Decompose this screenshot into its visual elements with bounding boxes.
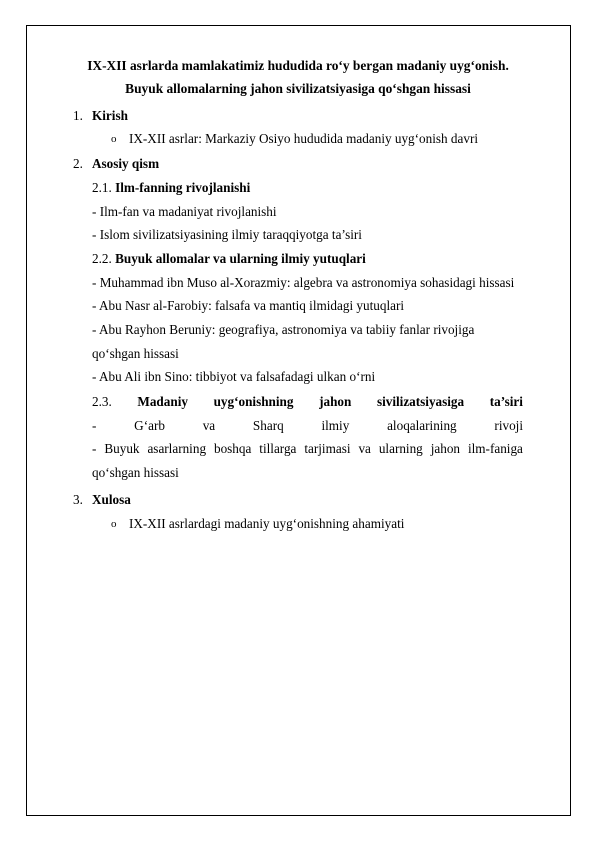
section-3-number: 3. xyxy=(73,492,83,507)
list-item: - Abu Rayhon Beruniy: geografiya, astronomiya va tabiiy fanlar rivojiga xyxy=(92,322,475,337)
section-1-number: 1. xyxy=(73,108,83,123)
bullet-icon: o xyxy=(111,133,117,145)
section-1-bullet: IX-XII asrlar: Markaziy Osiyo hududida madaniy uyg‘onish davri xyxy=(129,131,479,146)
bullet-icon: o xyxy=(111,518,117,530)
word: - xyxy=(92,418,97,433)
subsection-2-3-word: Madaniy xyxy=(137,394,188,409)
subsection-2-3 xyxy=(92,394,523,410)
list-item xyxy=(92,441,523,457)
section-2-title: Asosiy qism xyxy=(92,156,160,171)
list-item: - Abu Ali ibn Sino: tibbiyot va falsafadagi ulkan o‘rni xyxy=(92,369,376,384)
word: boshqa xyxy=(213,441,252,456)
subsection-2-3-word: jahon xyxy=(319,394,352,409)
section-3-bullet: IX-XII asrlardagi madaniy uyg‘onishning ahamiyati xyxy=(129,516,405,531)
word: va xyxy=(202,418,216,433)
word: jahon xyxy=(430,441,461,456)
doc-title-line1: IX-XII asrlarda mamlakatimiz hududida ro‘y bergan madaniy uyg‘onish. xyxy=(87,58,509,73)
subsection-2-1 xyxy=(92,180,250,196)
word: Buyuk xyxy=(104,441,140,456)
subsection-2-2 xyxy=(92,251,366,267)
subsection-2-1-title: Ilm-fanning rivojlanishi xyxy=(115,180,251,195)
list-item xyxy=(92,418,523,434)
subsection-2-2-title: Buyuk allomalar va ularning ilmiy yutuqlari xyxy=(115,251,366,266)
word: ilmiy xyxy=(321,418,350,433)
list-item: - Muhammad ibn Muso al-Xorazmiy: algebra va astronomiya sohasidagi hissasi xyxy=(92,275,515,290)
word: tillarga xyxy=(259,441,297,456)
doc-title-line2: Buyuk allomalarning jahon sivilizatsiyasiga qo‘shgan hissasi xyxy=(125,81,471,96)
word: ularning xyxy=(378,441,423,456)
list-item: - Ilm-fan va madaniyat rivojlanishi xyxy=(92,204,277,219)
list-item: - Islom sivilizatsiyasining ilmiy taraqqiyotga ta’siri xyxy=(92,227,362,242)
subsection-2-1-number: 2.1. xyxy=(92,180,112,195)
word: asarlarning xyxy=(147,441,207,456)
subsection-2-2-number: 2.2. xyxy=(92,251,112,266)
word: G‘arb xyxy=(134,418,165,433)
section-3-title: Xulosa xyxy=(92,492,131,507)
word: va xyxy=(358,441,371,456)
list-item: qo‘shgan hissasi xyxy=(92,346,179,361)
subsection-2-3-word: ta’siri xyxy=(489,394,523,409)
word: rivoji xyxy=(494,418,523,433)
word: ilm-faniga xyxy=(467,441,523,456)
subsection-2-3-word: sivilizatsiyasiga xyxy=(376,394,465,409)
word: Sharq xyxy=(252,418,284,433)
subsection-2-3-word: uyg‘onishning xyxy=(213,394,294,409)
list-item: qo‘shgan hissasi xyxy=(92,465,179,480)
subsection-2-3-number: 2.3. xyxy=(92,394,112,409)
section-1-title: Kirish xyxy=(92,108,128,123)
word: - xyxy=(92,441,97,456)
word: aloqalarining xyxy=(387,418,457,433)
word: tarjimasi xyxy=(304,441,351,456)
list-item: - Abu Nasr al-Farobiy: falsafa va mantiq ilmidagi yutuqlari xyxy=(92,298,405,313)
section-2-number: 2. xyxy=(73,156,83,171)
